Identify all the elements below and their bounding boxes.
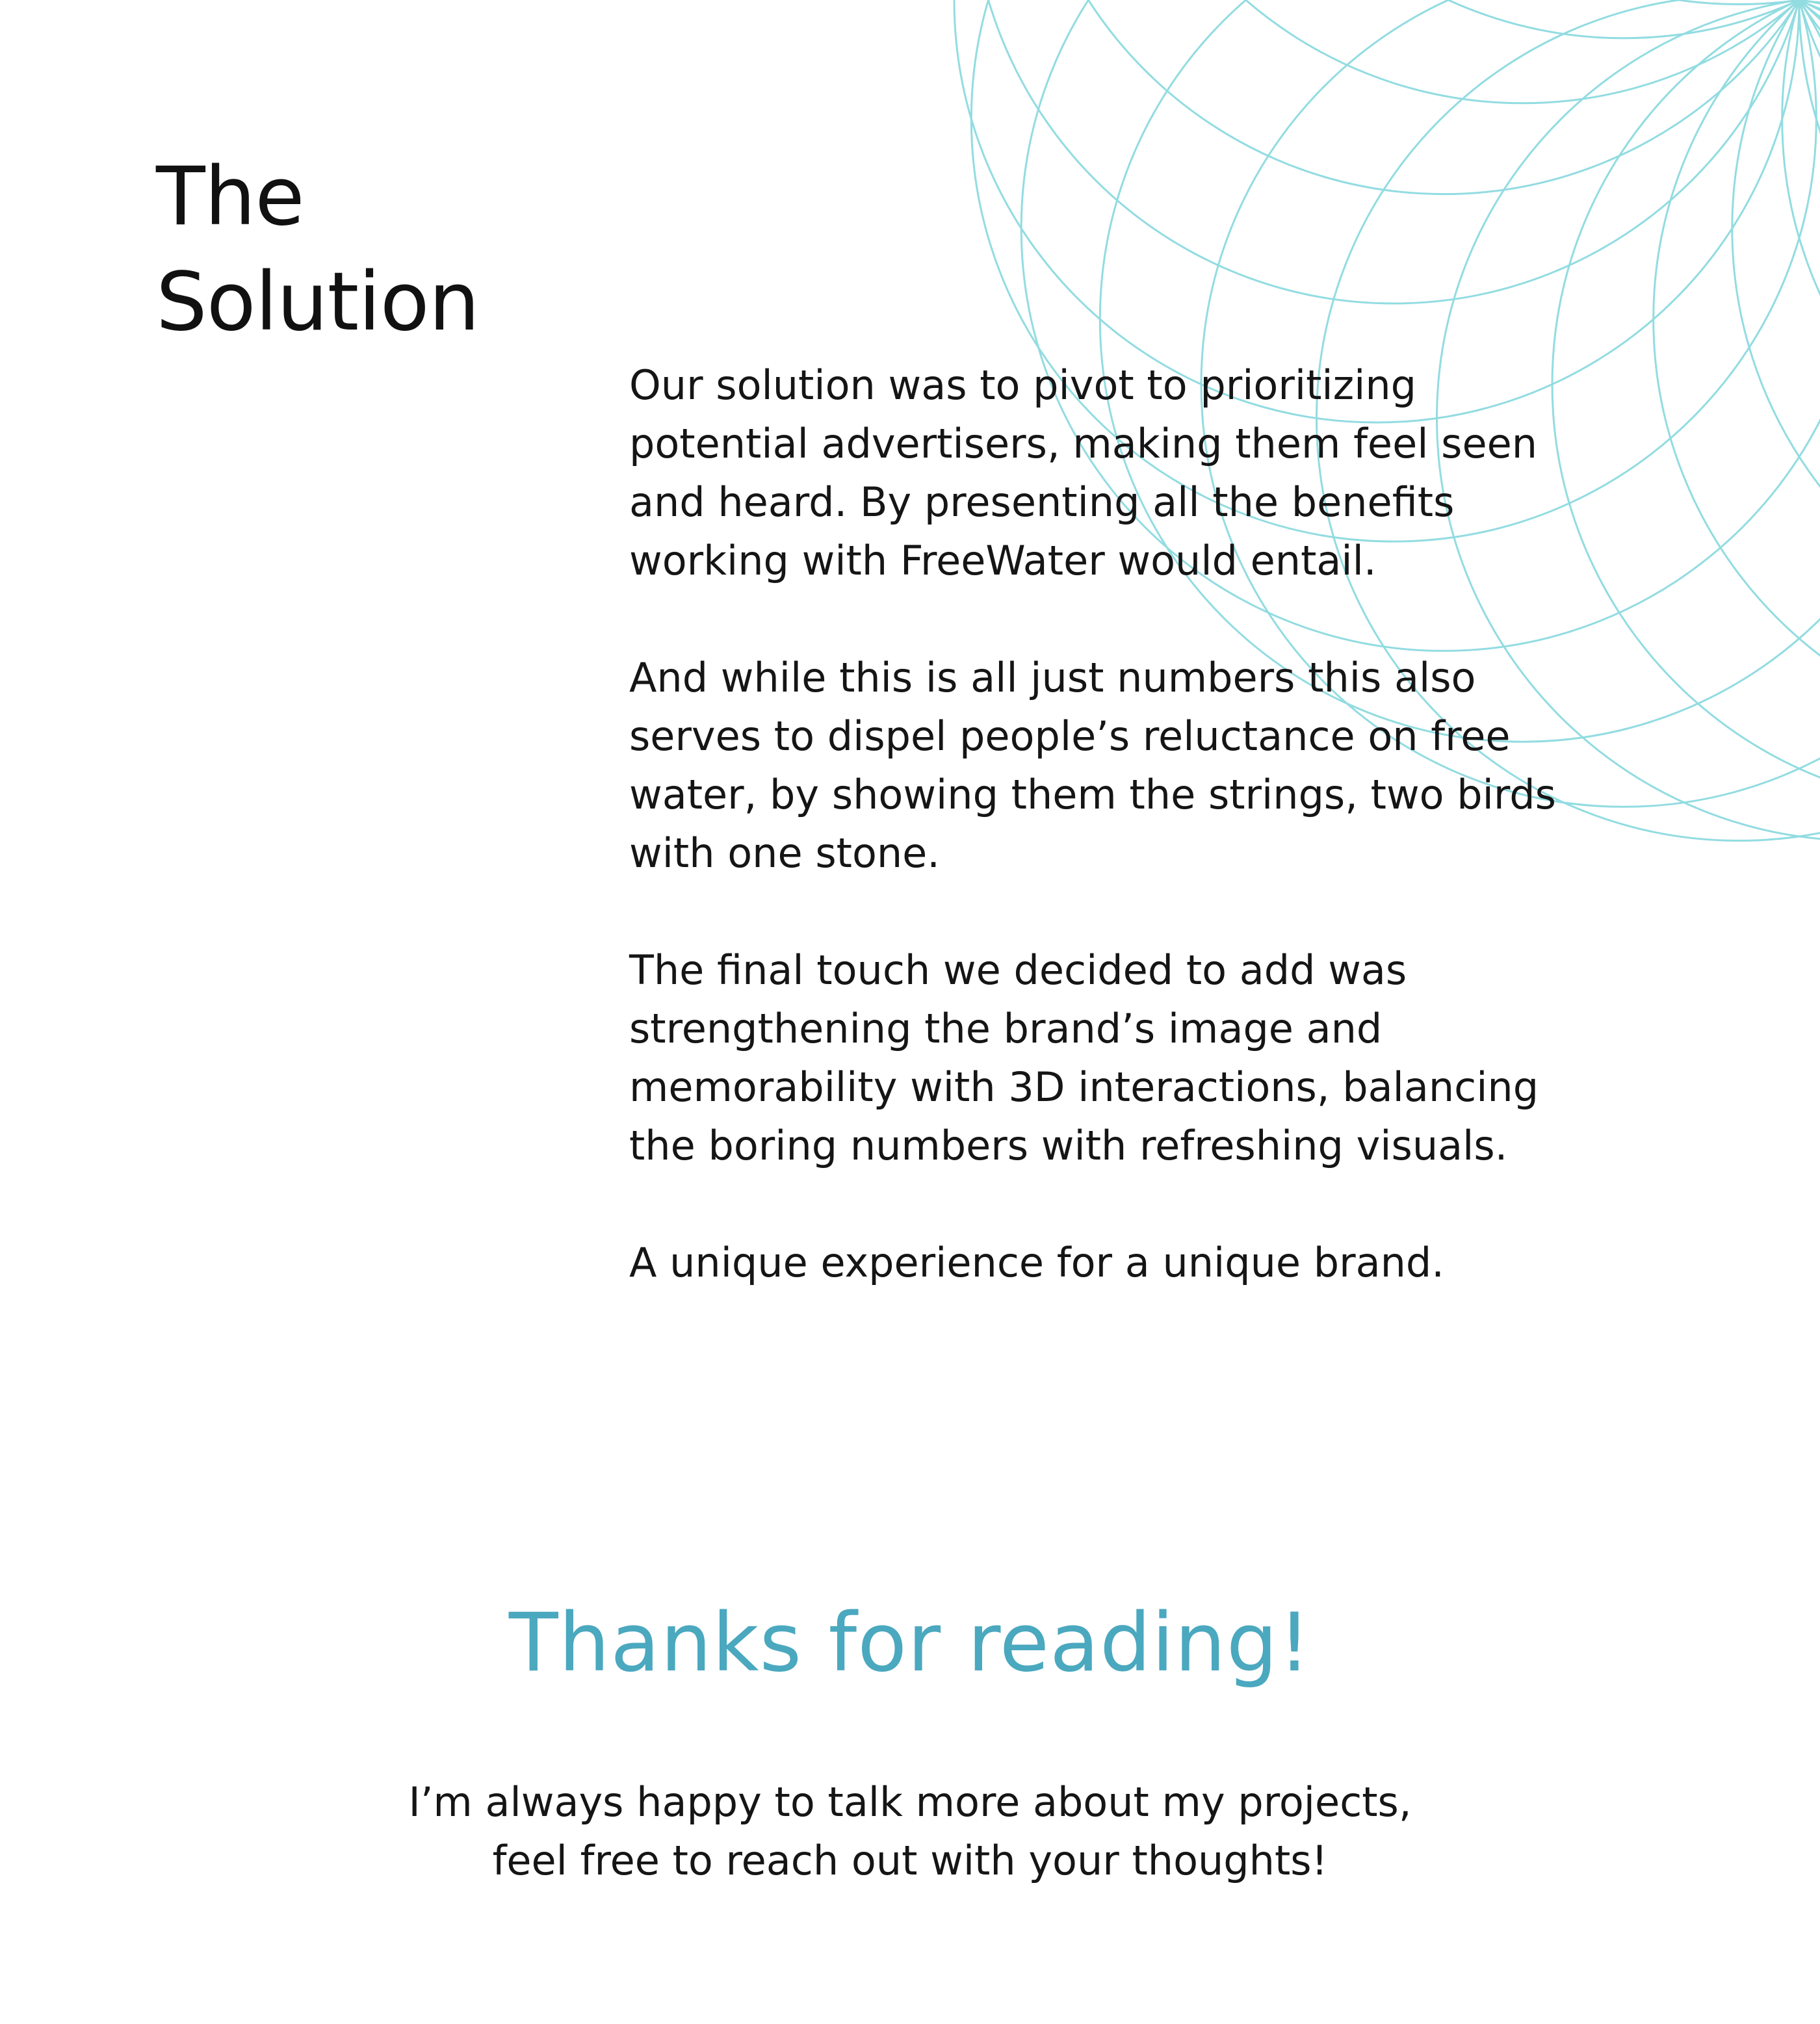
rosette-circle xyxy=(1799,0,1820,422)
rosette-circle xyxy=(1021,0,1820,194)
body-paragraph: And while this is all just numbers this also serves to dispel people’s reluctance on free water, by showing them the strings, two birds with one stone. xyxy=(629,654,1556,877)
closing-line-1: I’m always happy to talk more about my projects, xyxy=(408,1778,1412,1826)
rosette-circle xyxy=(1654,0,1820,103)
rosette-circle xyxy=(1317,0,1820,5)
rosette-circle xyxy=(1201,0,1820,38)
rosette-circle xyxy=(1437,0,1820,5)
rosette-circle xyxy=(1100,0,1820,103)
body-paragraph: Our solution was to pivot to prioritizing potential advertisers, making them feel seen and heard. By presenting all the benefits working with FreeWater would entail. xyxy=(629,361,1538,584)
rosette-circle xyxy=(971,0,1816,304)
thanks-heading: Thanks for reading! xyxy=(508,1596,1312,1690)
solution-body xyxy=(629,356,1643,1292)
rosette-circle xyxy=(1552,0,1820,38)
rosette-circle xyxy=(1732,0,1820,194)
body-paragraph: The final touch we decided to add was strengthening the brand’s image and memorability with 3D interactions, balancing the boring numbers with refreshing visuals. xyxy=(629,946,1539,1169)
rosette-circle xyxy=(1732,0,1820,651)
rosette-circle xyxy=(1782,0,1820,541)
closing-message xyxy=(0,1773,1820,1890)
section-title-line-2: Solution xyxy=(156,255,480,349)
section-title xyxy=(156,144,479,355)
body-paragraph: A unique experience for a unique brand. xyxy=(629,1239,1444,1286)
closing-line-2: feel free to reach out with your thoughts! xyxy=(492,1837,1328,1884)
section-title-line-1: The xyxy=(156,150,304,244)
rosette-circle xyxy=(1782,0,1820,304)
rosette-circle xyxy=(1654,0,1820,742)
